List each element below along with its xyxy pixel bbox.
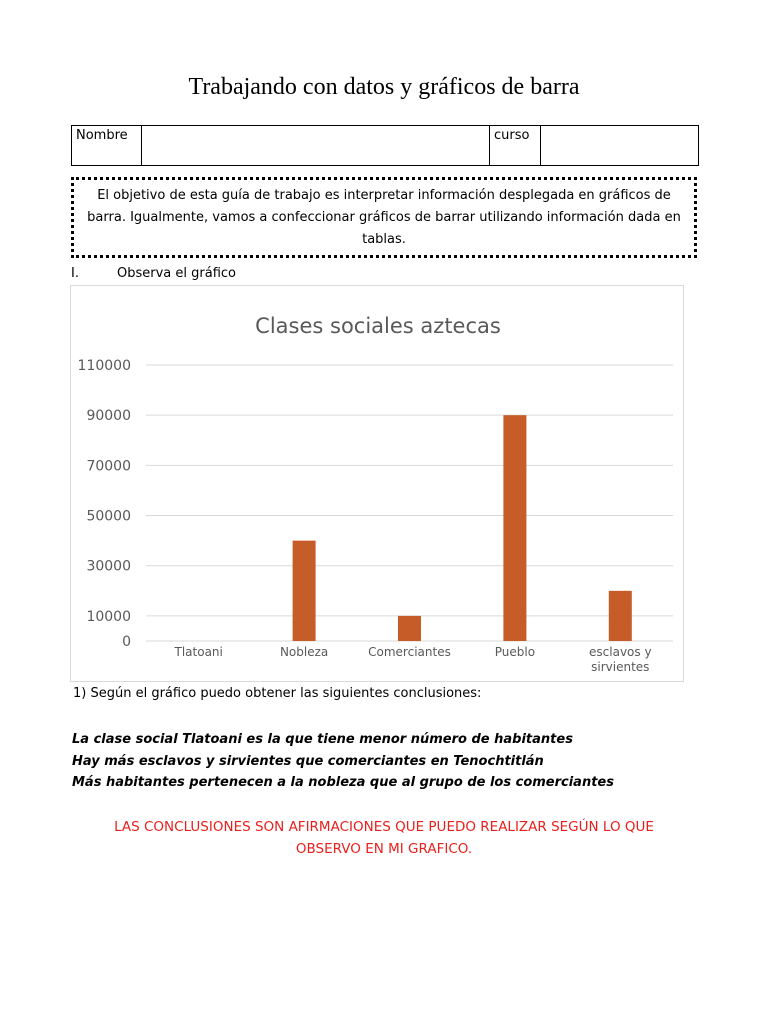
bar-chart xyxy=(70,285,684,682)
section-label: Observa el gráfico xyxy=(117,266,236,281)
section-number: I. xyxy=(71,266,79,281)
y-tick-label: 30000 xyxy=(86,558,131,575)
name-label: Nombre xyxy=(72,126,142,166)
y-tick-label: 70000 xyxy=(86,458,131,475)
x-tick-label: esclavos y sirvientes xyxy=(589,645,652,674)
y-tick-label: 50000 xyxy=(86,508,131,525)
x-tick-label: Comerciantes xyxy=(368,645,451,659)
name-field[interactable] xyxy=(142,126,490,166)
bar xyxy=(503,415,526,641)
conclusions-note xyxy=(60,816,708,860)
conclusion-item: La clase social Tlatoani es la que tiene menor número de habitantes xyxy=(72,732,573,747)
bar xyxy=(398,616,421,641)
bar-chart-svg xyxy=(71,286,685,683)
x-tick-label: Nobleza xyxy=(279,645,329,659)
note-line: LAS CONCLUSIONES SON AFIRMACIONES QUE PUEDO REALIZAR SEGÚN LO QUE xyxy=(114,819,654,835)
conclusions-list xyxy=(72,729,614,794)
student-info-table xyxy=(71,125,699,166)
course-label: curso xyxy=(490,126,541,166)
y-tick-label: 10000 xyxy=(86,608,131,625)
y-tick-label: 90000 xyxy=(86,408,131,425)
y-tick-label: 0 xyxy=(122,634,131,650)
conclusion-item: Hay más esclavos y sirvientes que comerciantes en Tenochtitlán xyxy=(72,753,544,769)
question-text: 1) Según el gráfico puedo obtener las siguientes conclusiones: xyxy=(73,686,482,701)
y-tick-label: 110000 xyxy=(77,358,131,374)
chart-title: Clases sociales aztecas xyxy=(255,314,501,338)
bar xyxy=(609,591,632,641)
objective-box xyxy=(71,177,697,258)
document-title: Trabajando con datos y gráficos de barra xyxy=(188,74,580,100)
x-tick-label: Tlatoani xyxy=(174,645,223,659)
bar xyxy=(293,541,316,641)
objective-text: El objetivo de esta guía de trabajo es interpretar información desplegada en gráficos de barra. Igualmente, vamos a confeccionar gráficos de barrar utilizando información dada en tablas. xyxy=(87,188,681,247)
section-heading xyxy=(71,266,236,281)
x-tick-label: Pueblo xyxy=(494,645,536,659)
conclusion-item: Más habitantes pertenecen a la nobleza que al grupo de los comerciantes xyxy=(72,775,614,790)
note-line: OBSERVO EN MI GRAFICO. xyxy=(295,841,473,857)
course-field[interactable] xyxy=(541,126,699,166)
